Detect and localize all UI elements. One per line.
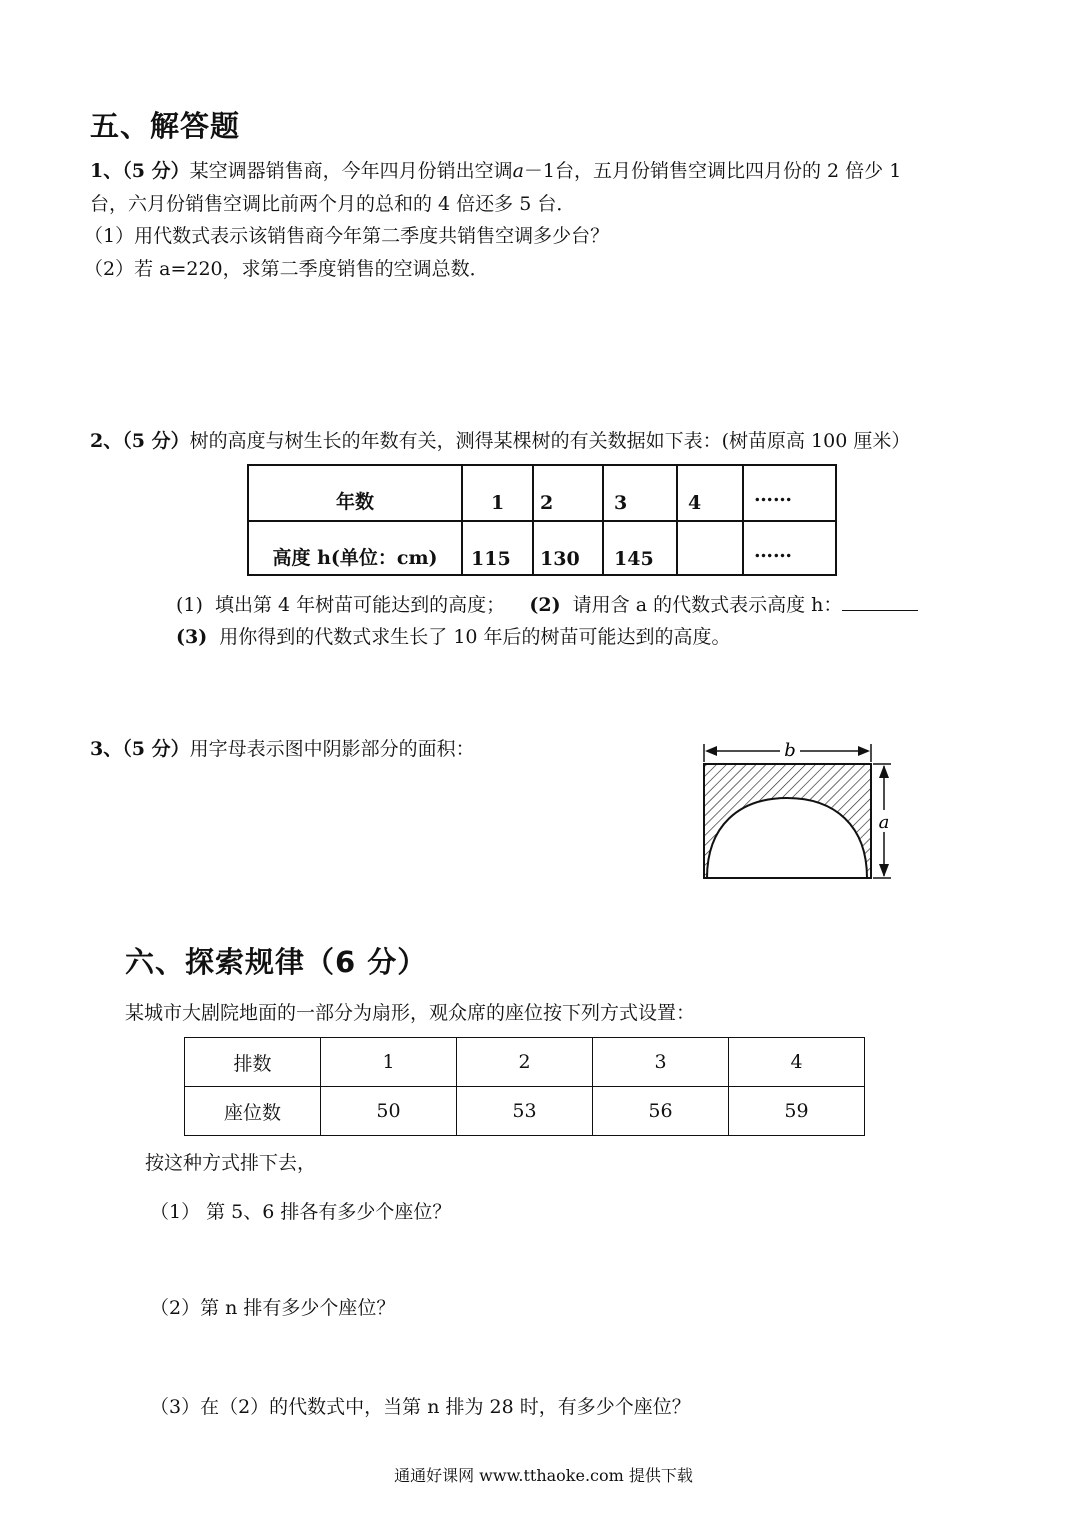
section6-intro: 某城市大剧院地面的一部分为扇形，观众席的座位按下列方式设置：: [125, 1002, 696, 1024]
answer-blank: [842, 592, 918, 611]
q1-sub2: （2）若 a=220，求第二季度销售的空调总数．: [84, 258, 489, 280]
q2-points: （5 分）: [122, 430, 190, 452]
table-cell: 1: [462, 465, 533, 521]
seating-table: [184, 1037, 865, 1136]
table-cell: 2: [457, 1038, 593, 1087]
q1-text-b: 台，五月份销售空调比四月份的 2 倍少 1: [555, 160, 902, 182]
table-cell: 年数: [248, 465, 462, 521]
label-a: a: [878, 812, 890, 833]
q2-sub1-number: (1): [176, 594, 203, 616]
q1-line2: 台，六月份销售空调比前两个月的总和的 4 倍还多 5 台．: [90, 193, 576, 215]
q1-line1: [90, 158, 901, 184]
table-cell: 排数: [185, 1038, 321, 1087]
table-cell: 59: [729, 1087, 865, 1136]
table-cell: 3: [603, 465, 677, 521]
arrow-up-icon: [879, 765, 889, 778]
q2-number: 2、: [90, 430, 123, 452]
page-footer: 通通好课网 www.tthaoke.com 提供下载: [394, 1466, 693, 1485]
section6-sub1: （1） 第 5、6 排各有多少个座位？: [150, 1201, 452, 1223]
table-cell: 高度 h(单位：cm): [248, 521, 462, 575]
section5-title: 五、解答题: [90, 109, 241, 143]
q2-line: [90, 428, 910, 454]
q2-subs-row1: [176, 592, 918, 618]
table-row: [185, 1038, 865, 1087]
shaded-area-figure: [695, 736, 905, 886]
q1-expr-op: －1: [523, 160, 556, 182]
arrow-right-icon: [858, 746, 870, 756]
table-cell: 56: [593, 1087, 729, 1136]
table-cell: 4: [729, 1038, 865, 1087]
table-cell: 3: [593, 1038, 729, 1087]
q2-subs-row2: [176, 624, 731, 650]
q1-sub1: （1）用代数式表示该销售商今年第二季度共销售空调多少台？: [84, 225, 610, 247]
table-cell: 4: [677, 465, 743, 521]
section6-sub2: （2）第 n 排有多少个座位？: [150, 1297, 396, 1319]
table-cell: ……: [743, 521, 836, 575]
table-cell: [677, 521, 743, 575]
q2-sub2-number: (2): [529, 594, 561, 616]
table-cell: ……: [743, 465, 836, 521]
q2-text: 树的高度与树生长的年数有关，测得某棵树的有关数据如下表：(树苗原高 100 厘米）: [189, 430, 911, 452]
q1-text-a: 某空调器销售商，今年四月份销出空调: [189, 160, 513, 182]
section6-title: 六、探索规律（6 分）: [125, 945, 428, 979]
q1-expr-var: a: [512, 160, 524, 182]
table-cell: 50: [321, 1087, 457, 1136]
arrow-down-icon: [879, 864, 889, 877]
label-b: b: [784, 740, 796, 761]
q1-points: （5 分）: [122, 160, 190, 182]
table-cell: 115: [462, 521, 533, 575]
table-row: [185, 1087, 865, 1136]
table-row: [248, 465, 836, 521]
tree-height-table: [247, 464, 837, 576]
section6-sub3: （3）在（2）的代数式中，当第 n 排为 28 时，有多少个座位？: [150, 1396, 691, 1418]
q3-text: 用字母表示图中阴影部分的面积：: [189, 738, 475, 760]
q1-number: 1、: [90, 160, 123, 182]
table-row: [248, 521, 836, 575]
section6-continue: 按这种方式排下去，: [145, 1152, 317, 1174]
q2-sub2: 请用含 a 的代数式表示高度 h：: [572, 594, 843, 616]
q2-sub3: 用你得到的代数式求生长了 10 年后的树苗可能达到的高度。: [219, 626, 731, 648]
table-cell: 座位数: [185, 1087, 321, 1136]
q3-line: [90, 736, 475, 762]
table-cell: 1: [321, 1038, 457, 1087]
table-cell: 53: [457, 1087, 593, 1136]
q3-points: （5 分）: [122, 738, 190, 760]
q2-sub1: 填出第 4 年树苗可能达到的高度；: [215, 594, 506, 616]
table-cell: 130: [533, 521, 603, 575]
table-cell: 2: [533, 465, 603, 521]
table-cell: 145: [603, 521, 677, 575]
q2-sub3-number: (3): [176, 626, 208, 648]
q3-number: 3、: [90, 738, 123, 760]
arrow-left-icon: [705, 746, 717, 756]
